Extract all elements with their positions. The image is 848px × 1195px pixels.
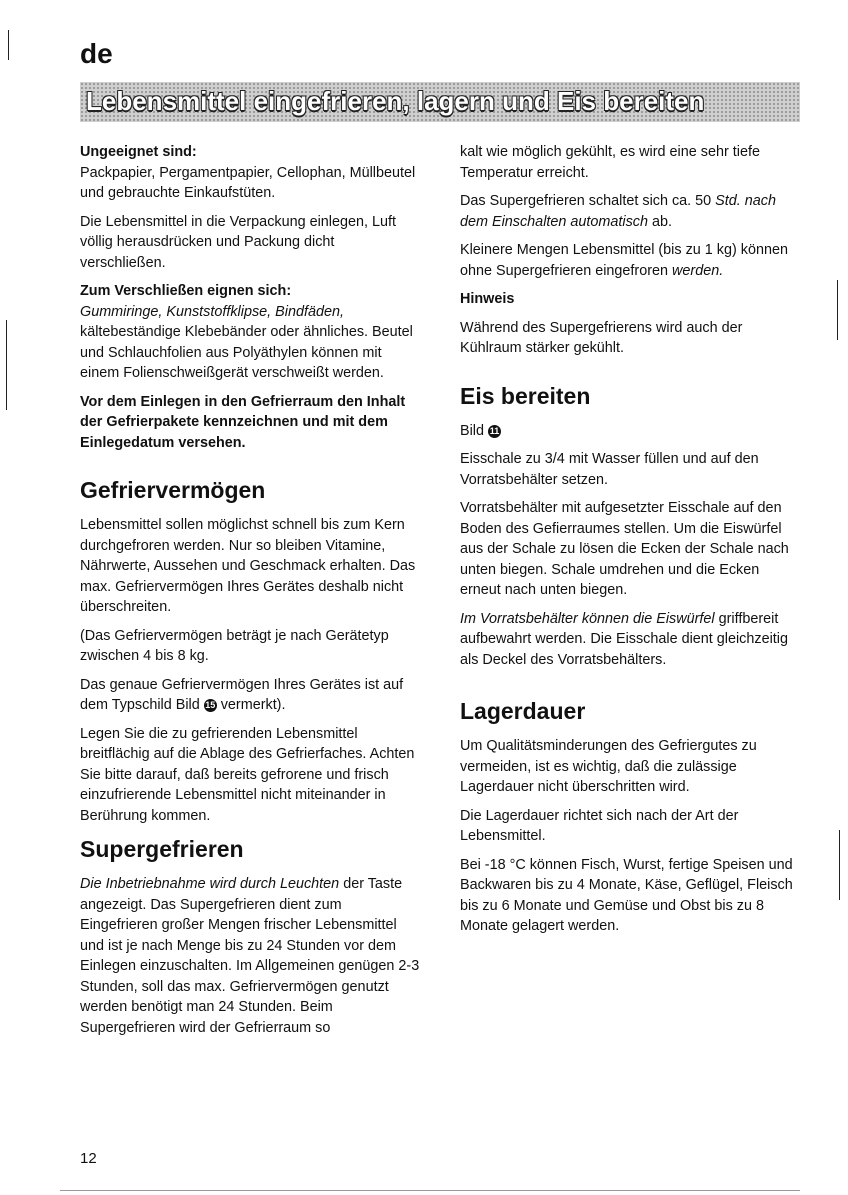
lagerdauer-heading: Lagerdauer [460,698,586,724]
gefrier-p3-end: vermerkt). [220,697,286,713]
gefriervermoegen-heading: Gefriervermögen [80,477,266,503]
eis-paragraph-1 [460,449,802,490]
supergefrieren-text: der Taste angezeigt. Das Supergefrieren dient zum Eingefrieren großer Mengen frischer Lebensmittel und ist je nach Menge bis zu 24 Stunden vor dem Einlegen einzuschalten. Im Allgemeinen genügen 2-3 Stunden, soll das max. Gefriervermögen genutzt werden benötigt man 24 Stunden. Beim Supergefrieren wird der Gefrierraum so [80,876,420,1036]
lager-paragraph-2: Die Lagerdauer richtet sich nach der Art der Lebensmittel. [460,807,739,844]
gefrier-paragraph-4: Legen Sie die zu gefrierenden Lebensmittel breitflächig auf die Ablage des Gefrierfaches. Achten Sie bitte darauf, daß bereits gefrorene und frisch einzufrierende Lebensmittel nicht miteinander in Berührung kommen. [80,725,415,824]
ungeeignet-heading: Ungeeignet sind: [80,144,197,160]
hinweis-text: Während des Supergefrierens wird auch der Kühlraum stärker gekühlt. [460,319,743,356]
vor-dem-einlegen-note: Vor dem Einlegen in den Gefrierraum den Inhalt der Gefrierpakete kennzeichnen und mit dem Einlegedatum versehen. [80,393,406,451]
verschliessen-text: kältebeständige Klebebänder oder ähnliches. Beutel und Schlauchfolien aus Polyäthylen können mit einem Folienschweißgerät verschweißt werden. [80,324,413,381]
right-p2-end: ab. [651,213,672,230]
verschliessen-heading: Zum Verschließen eignen sich: [80,283,292,299]
supergefrieren-italic: Die Inbetriebnahme wird durch Leuchten [80,876,340,892]
ungeeignet-text: Packpapier, Pergamentpapier, Cellophan, Müllbeutel und gebrauchte Einkaufstüten. [80,164,416,201]
packing-paragraph: Die Lebensmittel in die Verpackung einlegen, Luft völlig herausdrücken und Packung dicht verschließen. [80,213,397,271]
lager-paragraph-3: Bei -18 °C können Fisch, Wurst, fertige Speisen und Backwaren bis zu 4 Monate, Käse, Geflügel, Fleisch bis zu 6 Monate und Gemüse und Obst bis zu 8 Monate gelagert werden. [460,856,793,934]
bild-label: Bild [460,422,484,439]
right-paragraph-1: kalt wie möglich gekühlt, es wird eine sehr tiefe Temperatur erreicht. [460,144,760,181]
right-p3-text: Kleinere Mengen Lebensmittel (bis zu 1 kg) können ohne Supergefrieren eingefroren [460,242,788,279]
gefrier-paragraph-3 [80,675,420,716]
eis-p3-italic: Im Vorratsbehälter können die Eiswürfel [460,610,715,627]
gefrier-p3-text: Das genaue Gefriervermögen Ihres Gerätes ist auf dem Typschild Bild [80,676,404,713]
ungeeignet-paragraph [80,142,420,204]
page-number: 12 [80,1150,97,1167]
right-p3-italic: werden. [672,262,724,279]
eis-p1-end: mit Wasser füllen und auf den Vorratsbehälter setzen. [460,451,759,488]
supergefrieren-paragraph [80,874,420,1038]
language-code: de [80,38,113,69]
figure-ref-badge: 15 [205,700,216,710]
scan-edge-mark [60,1190,800,1191]
eis-paragraph-2: Vorratsbehälter mit aufgesetzter Eisschale auf den Boden des Gefierraumes stellen. Um die Eiswürfel aus der Schale zu lösen die Ecken der Schale nach unten biegen. Schale umdrehen und die Ecken erneut nach unten biegen. [460,500,789,598]
gefrier-paragraph-2: (Das Gefriervermögen beträgt je nach Gerätetyp zwischen 4 bis 8 kg. [80,627,389,664]
section-banner [80,82,800,122]
scan-edge-mark [839,830,840,900]
right-paragraph-2 [460,191,802,232]
hinweis-heading: Hinweis [460,291,515,307]
eis-p3-text: griffbereit aufbewahrt werden. Die Eisschale dient gleichzeitig als Deckel des Vorratsbehälters. [460,610,788,668]
eis-bereiten-heading: Eis bereiten [460,382,591,409]
eis-fraction: 3/4 [544,451,565,467]
figure-ref-badge: 11 [489,425,500,436]
scan-edge-mark [837,280,838,340]
supergefrieren-heading: Supergefrieren [80,836,244,862]
bild-reference [460,421,802,442]
right-column [460,142,802,945]
lager-paragraph-1: Um Qualitätsminderungen des Gefriergutes zu vermeiden, ist es wichtig, daß die zulässige Lagerdauer nicht überschritten wird. [460,738,757,795]
eis-p1-text: Eisschale zu [460,451,541,467]
scan-edge-mark [6,320,7,410]
scan-edge-mark [8,30,9,60]
left-column [80,142,420,1046]
gefrier-paragraph-1: Lebensmittel sollen möglichst schnell bis zum Kern durchgefroren werden. Nur so bleiben Vitamine, Nährwerte, Aussehen und Geschmack erhalten. Das max. Gefriervermögen Ihres Gerätes deshalb nicht überschreiten. [80,517,416,615]
verschliessen-italic: Gummiringe, Kunststoffklipse, Bindfäden, [80,303,344,320]
eis-paragraph-3 [460,609,802,671]
right-paragraph-3 [460,240,802,281]
right-p2-text: Das Supergefrieren schaltet sich ca. 50 [460,193,712,209]
verschliessen-paragraph [80,281,420,384]
right-p2-italic: Std. nach dem Einschalten automatisch [460,193,776,230]
banner-title: Lebensmittel eingefrieren, lagern und Eis bereiten [86,86,705,116]
